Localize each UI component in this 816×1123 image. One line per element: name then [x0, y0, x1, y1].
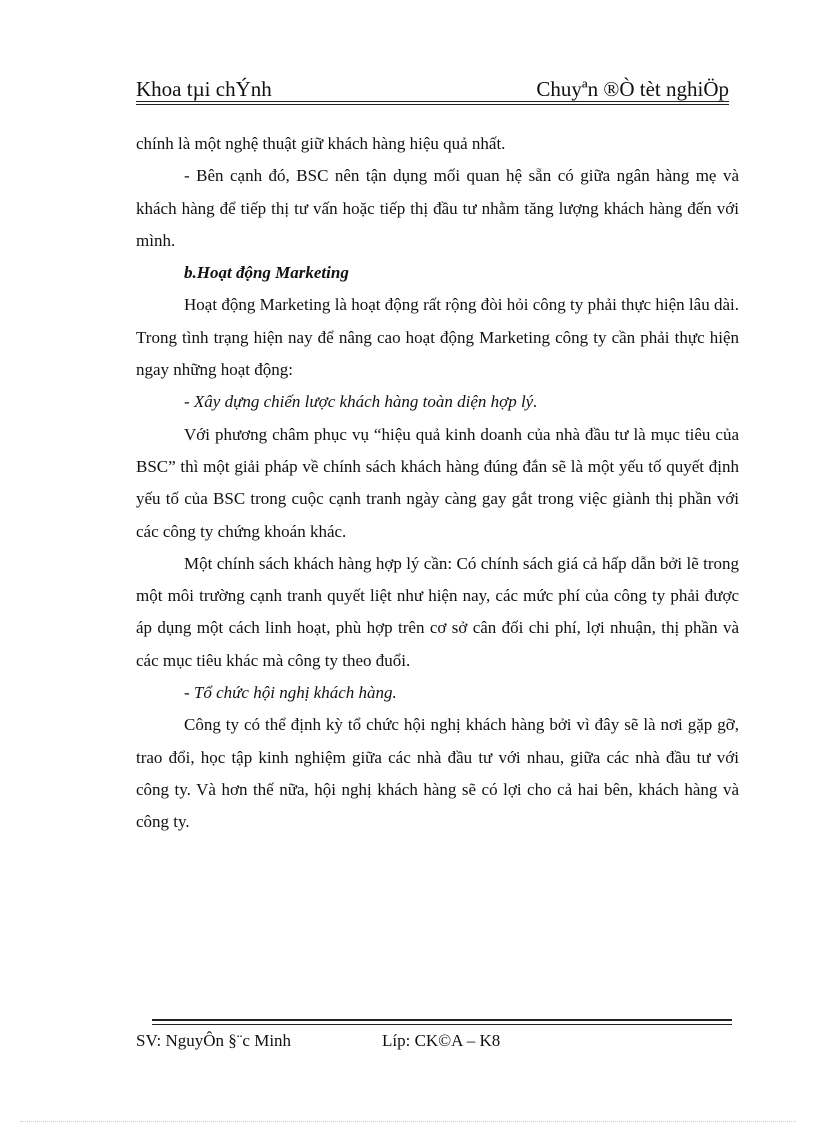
footer-student: SV: NguyÔn §¨c Minh — [136, 1031, 292, 1050]
footer-divider — [152, 1019, 732, 1021]
header-divider-secondary — [136, 104, 729, 105]
footer-class: Líp: CK©A – K8 — [382, 1031, 501, 1050]
list-item-2: - Tổ chức hội nghị khách hàng. — [184, 683, 397, 703]
page-bottom-edge — [20, 1121, 796, 1122]
footer-divider-secondary — [152, 1024, 732, 1025]
list-item-1: - Xây dựng chiến lược khách hàng toàn diện hợp lý. — [184, 392, 538, 412]
header-report-title: Chuyªn ®Ò tèt nghiÖp — [536, 77, 729, 101]
header-faculty: Khoa tµi chÝnh — [136, 77, 272, 101]
paragraph-2: - Bên cạnh đó, BSC nên tận dụng mối quan hệ sẵn có giữa ngân hàng mẹ và khách hàng để tiếp thị tư vấn hoặc tiếp thị đầu tư nhằm tăng lượng khách hàng đến với mình. — [136, 166, 739, 250]
paragraph-6: Công ty có thể định kỳ tổ chức hội nghị khách hàng bởi vì đây sẽ là nơi gặp gỡ, trao đổi, học tập kinh nghiệm giữa các nhà đầu tư với nhau, giữa các nhà đầu tư với công ty. Và hơn thế nữa, hội nghị khách hàng sẽ có lợi cho cả hai bên, khách hàng và công ty. — [136, 715, 739, 832]
paragraph-5: Một chính sách khách hàng hợp lý cần: Có chính sách giá cả hấp dẫn bởi lẽ trong một môi trường cạnh tranh quyết liệt như hiện nay, các mức phí của công ty phải được áp dụng một cách linh hoạt, phù hợp trên cơ sở cân đối chi phí, lợi nhuận, thị phần và các mục tiêu khác mà công ty theo đuổi. — [136, 553, 739, 670]
paragraph-4: Với phương châm phục vụ “hiệu quả kinh doanh của nhà đầu tư là mục tiêu của BSC” thì một giải pháp về chính sách khách hàng đúng đắn sẽ là một yếu tố quyết định yếu tố của BSC trong cuộc cạnh tranh ngày càng gay gắt trong việc giành thị phần với các công ty chứng khoán khác. — [136, 424, 739, 541]
page-header — [136, 76, 729, 102]
document-body — [136, 128, 739, 839]
paragraph-3: Hoạt động Marketing là hoạt động rất rộng đòi hỏi công ty phải thực hiện lâu dài. Trong tình trạng hiện nay để nâng cao hoạt động Marketing công ty cần phải thực hiện ngay những hoạt động: — [136, 295, 739, 380]
paragraph-1: chính là một nghệ thuật giữ khách hàng hiệu quả nhất. — [136, 134, 506, 153]
header-divider — [136, 101, 729, 102]
section-heading: b.Hoạt động Marketing — [184, 263, 349, 283]
